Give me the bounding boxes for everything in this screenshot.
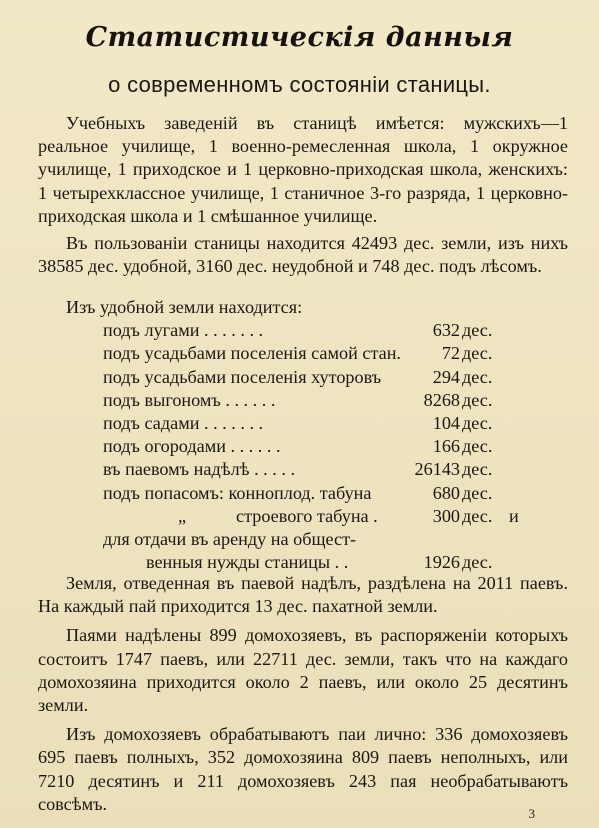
land-row-amount: 166 xyxy=(432,436,460,457)
paragraph-householders: Паями надѣлены 899 домохозяевъ, въ распоряженіи которыхъ состоитъ 1747 паевъ, или 22711 дес. земли, такъ что на каждаго домохозяина приходится около 2 паевъ, или около 25 десятинъ земли. xyxy=(38,625,568,716)
land-row-unit: дес. xyxy=(462,505,493,526)
land-row-amount: 680 xyxy=(432,482,460,503)
land-row-lease-line-1 xyxy=(38,528,568,551)
land-row xyxy=(38,412,568,435)
land-row xyxy=(38,482,568,505)
land-row-label: въ паевомъ надѣлѣ . . . . . xyxy=(103,459,295,480)
paragraph-schools: Учебныхъ заведеній въ станицѣ имѣется: мужскихъ—1 реальное училище, 1 военно-ремесленная школа, 1 окружное училище, 1 приходское и 1 церковно-приходская школа, женскихъ: 1 четырехклассное училище, 1 станичное 3-го разряда, 1 церковно-приходская школа и 1 смѣшанное училище. xyxy=(38,113,568,226)
text-block-schools xyxy=(38,112,568,278)
land-row-label: подъ лугами . . . . . . . xyxy=(103,320,264,341)
land-row xyxy=(38,319,568,342)
page-number: 3 xyxy=(528,806,535,821)
paragraph-land-total: Въ пользованіи станицы находится 42493 дес. земли, изъ нихъ 38585 дес. удобной, 3160 дес. неудобной и 748 дес. подъ лѣсомъ. xyxy=(38,233,568,277)
land-row-unit: дес. xyxy=(462,436,493,457)
land-row-label: подъ садами . . . . . . . xyxy=(103,412,264,433)
paragraph-cultivation: Изъ домохозяевъ обрабатываютъ паи лично: 336 домохозяевъ 695 паевъ полныхъ, 352 домохозяина 809 паевъ неполныхъ, или 7210 десятинъ и 211 домохозяевъ 243 пая необрабатываютъ совсѣмъ. xyxy=(38,724,568,814)
land-row-amount: 294 xyxy=(432,366,460,387)
land-row-unit: дес. xyxy=(462,320,493,341)
land-row-amount: 72 xyxy=(441,343,460,364)
ditto-mark: „ xyxy=(178,505,187,526)
land-row-conjunction: и xyxy=(509,505,519,526)
land-row xyxy=(38,342,568,365)
land-row-unit: дес. xyxy=(462,412,493,433)
page-subtitle: о современномъ состояніи станицы. xyxy=(108,72,491,97)
land-intro: Изъ удобной земли находится: xyxy=(66,297,303,317)
land-row-amount: 632 xyxy=(432,320,460,341)
land-lease-label-1: для отдачи въ аренду на общест- xyxy=(103,528,357,549)
land-row-unit: дес. xyxy=(462,459,493,480)
paragraph-shares: Земля, отведенная въ паевой надѣлъ, раздѣлена на 2011 паевъ. На каждый пай приходится 13 дес. пахатной земли. xyxy=(38,573,568,617)
land-row xyxy=(38,435,568,458)
land-row-amount: 1926 xyxy=(423,552,460,573)
land-row xyxy=(38,389,568,412)
land-row-unit: дес. xyxy=(462,366,493,387)
land-row xyxy=(38,458,568,481)
land-row-label: подъ усадьбами поселенія хуторовъ xyxy=(103,366,382,387)
land-row-amount: 26143 xyxy=(414,459,460,480)
land-row-label: подъ выгономъ . . . . . . xyxy=(103,389,276,410)
land-row-label: строевого табуна . xyxy=(236,505,378,526)
land-row-unit: дес. xyxy=(462,389,493,410)
text-block-allotment xyxy=(38,572,568,816)
land-row-unit: дес. xyxy=(462,552,493,573)
land-row-label: подъ усадьбами поселенія самой стан. xyxy=(103,343,401,364)
land-lease-label-2: венныя нужды станицы . . xyxy=(146,552,349,573)
land-row-lease xyxy=(38,551,568,574)
land-table xyxy=(38,296,568,574)
land-row-unit: дес. xyxy=(462,482,493,503)
land-row-label: подъ огородами . . . . . . xyxy=(103,436,281,457)
land-row-amount: 104 xyxy=(432,412,460,433)
page-title: Статистическія данныя xyxy=(85,22,514,53)
land-row-label: подъ попасомъ: конноплод. табуна xyxy=(103,482,372,503)
land-row-unit: дес. xyxy=(462,343,493,364)
land-row-amount: 8268 xyxy=(423,389,460,410)
land-row-amount: 300 xyxy=(432,505,460,526)
land-row xyxy=(38,505,568,528)
land-row xyxy=(38,366,568,389)
